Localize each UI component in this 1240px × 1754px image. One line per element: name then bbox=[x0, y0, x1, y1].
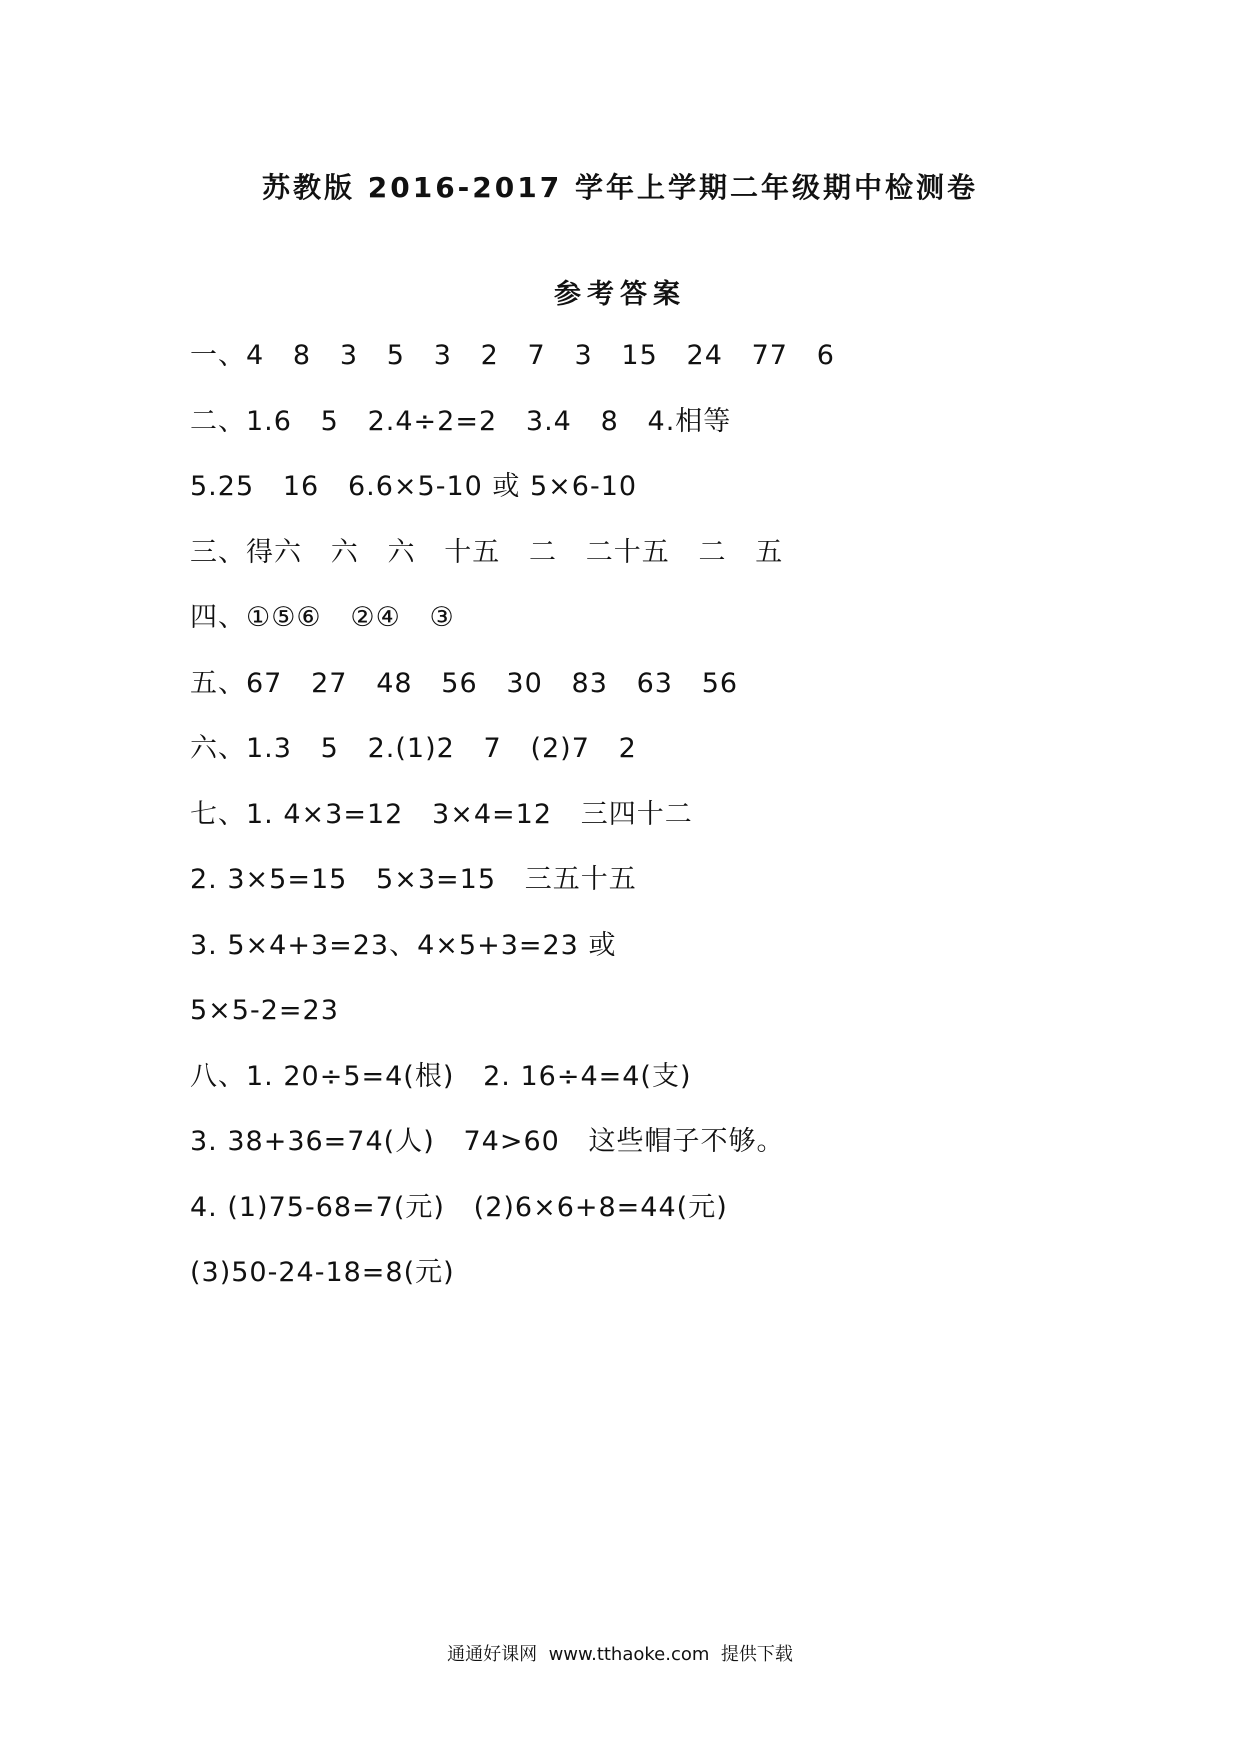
answer-line-8: 七、1. 4×3=12 3×4=12 三四十二 bbox=[190, 798, 693, 830]
answer-line-13: 3. 38+36=74(人) 74>60 这些帽子不够。 bbox=[190, 1126, 785, 1157]
answer-line-12: 八、1. 20÷5=4(根) 2. 16÷4=4(支) bbox=[190, 1060, 692, 1092]
answer-line-14: 4. (1)75-68=7(元) (2)6×6+8=44(元) bbox=[190, 1191, 728, 1223]
answer-line-4: 三、得六 六 六 十五 二 二十五 二 五 bbox=[190, 536, 784, 568]
answer-line-6: 五、67 27 48 56 30 83 63 56 bbox=[190, 667, 739, 699]
answer-line-9: 2. 3×5=15 5×3=15 三五十五 bbox=[190, 864, 637, 895]
answer-line-10: 3. 5×4+3=23、4×5+3=23 或 bbox=[190, 929, 617, 961]
page-footer: 通通好课网 www.tthaoke.com 提供下载 bbox=[447, 1644, 793, 1665]
document-title: 苏教版 2016-2017 学年上学期二年级期中检测卷 bbox=[262, 171, 978, 204]
answer-list bbox=[190, 338, 1150, 1321]
answer-line-15: (3)50-24-18=8(元) bbox=[190, 1257, 455, 1288]
answer-line-11: 5×5-2=23 bbox=[190, 995, 339, 1026]
answer-line-5: 四、①⑤⑥ ②④ ③ bbox=[190, 602, 455, 633]
answer-line-7: 六、1.3 5 2.(1)2 7 (2)7 2 bbox=[190, 733, 637, 764]
answer-line-2: 二、1.6 5 2.4÷2=2 3.4 8 4.相等 bbox=[190, 405, 732, 437]
answer-key-heading: 参考答案 bbox=[554, 279, 686, 310]
answer-line-3: 5.25 16 6.6×5-10 或 5×6-10 bbox=[190, 471, 638, 502]
answer-line-1: 一、4 8 3 5 3 2 7 3 15 24 77 6 bbox=[190, 340, 835, 371]
